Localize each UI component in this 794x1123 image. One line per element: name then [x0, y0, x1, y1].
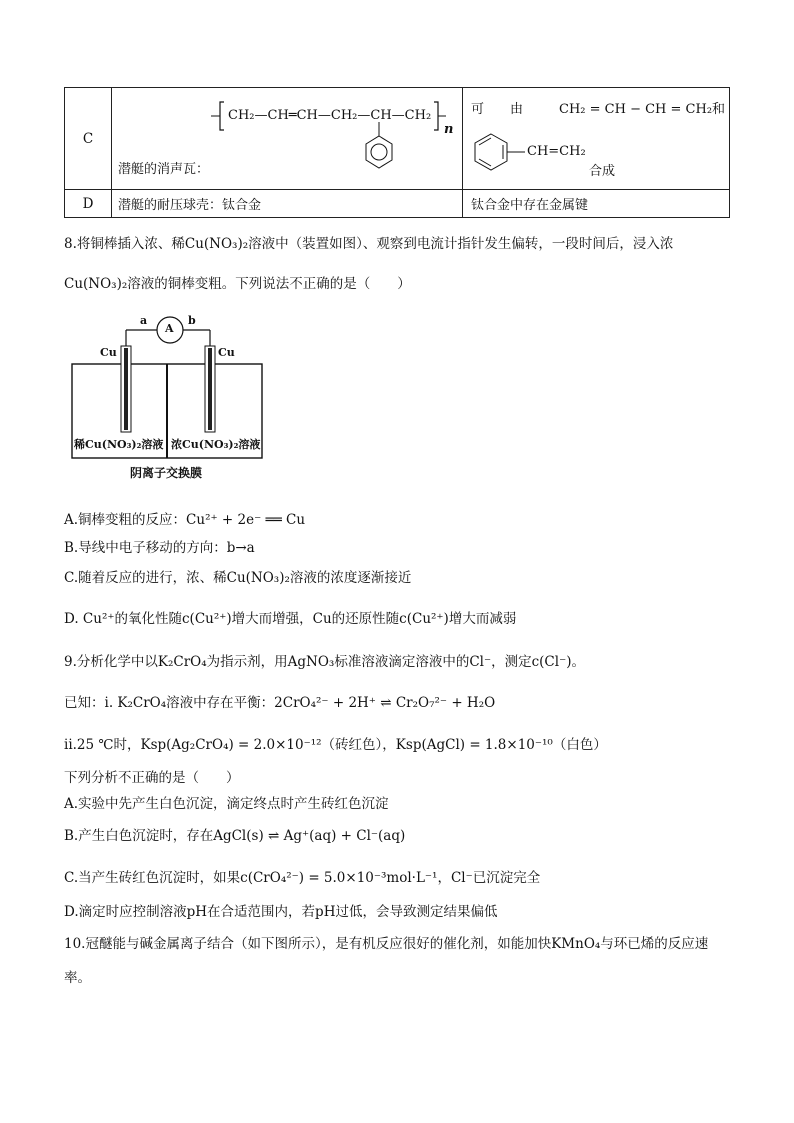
electrode-label-left: Cu	[100, 346, 117, 359]
table-row-d	[65, 190, 730, 218]
q9-option-c: C.当产生砖红色沉淀时，如果c(CrO₄²⁻) = 5.0×10⁻³mol·L⁻¹，Cl⁻已沉淀完全	[64, 870, 541, 886]
q8-stem-line2: Cu(NO₃)₂溶液的铜棒变粗。下列说法不正确的是（ ）	[64, 276, 411, 292]
q8-option-c: C.随着反应的进行，浓、稀Cu(NO₃)₂溶液的浓度逐渐接近	[64, 570, 412, 586]
cell-diagram	[70, 308, 270, 488]
q9-known-ii: ii.25 ℃时，Ksp(Ag₂CrO₄) = 2.0×10⁻¹²（砖红色），Ksp(AgCl) = 1.8×10⁻¹⁰（白色）	[64, 737, 607, 753]
q9-ask: 下列分析不正确的是（ ）	[64, 770, 240, 786]
polymer-n: n	[444, 122, 454, 137]
row-d-label-text: D	[82, 195, 94, 212]
row-d-desc: 潜艇的耐压球壳：钛合金	[118, 198, 262, 213]
row-c-note-cell	[463, 88, 730, 190]
polymer-formula: CH₂—CH═CH—CH₂—CH—CH₂	[228, 108, 432, 123]
row-d-note-cell	[463, 190, 730, 218]
electrode-label-right: Cu	[218, 346, 235, 359]
q9-stem: 9.分析化学中以K₂CrO₄为指示剂，用AgNO₃标准溶液滴定溶液中的Cl⁻，测定c(Cl⁻)。	[64, 654, 585, 670]
cell-diagram-svg	[70, 308, 270, 488]
q10-stem-line1: 10.冠醚能与碱金属离子结合（如下图所示），是有机反应很好的催化剂，如能加快KMnO₄与环已烯的反应速	[64, 936, 709, 952]
row-c-note-styrene: CH=CH₂	[527, 144, 586, 159]
row-label-d	[65, 190, 112, 218]
ammeter-label: A	[165, 322, 174, 335]
row-d-note: 钛合金中存在金属键	[471, 198, 589, 213]
q9-option-a: A.实验中先产生白色沉淀，滴定终点时产生砖红色沉淀	[64, 796, 389, 812]
q8-stem-line1: 8.将铜棒插入浓、稀Cu(NO₃)₂溶液中（装置如图）、观察到电流计指针发生偏转，一段时间后，浸入浓	[64, 236, 674, 252]
row-c-desc-cell	[112, 88, 463, 190]
row-c-note-prefix: 可 由	[471, 102, 524, 117]
q9-known-i: 已知：i. K₂CrO₄溶液中存在平衡：2CrO₄²⁻ + 2H⁺ ⇌ Cr₂O₇²⁻ + H₂O	[64, 695, 496, 711]
q9-option-b: B.产生白色沉淀时，存在AgCl(s) ⇌ Ag⁺(aq) + Cl⁻(aq)	[64, 828, 406, 844]
q8-option-b: B.导线中电子移动的方向：b→a	[64, 540, 255, 556]
row-d-desc-cell	[112, 190, 463, 218]
table-row-c	[65, 88, 730, 190]
wire-label-b: b	[188, 314, 196, 327]
row-c-label-text: C	[82, 130, 94, 147]
answer-table	[64, 87, 730, 218]
row-label-c	[65, 88, 112, 190]
row-c-note-suffix: 合成	[589, 164, 616, 179]
solution-label-left: 稀Cu(NO₃)₂溶液	[74, 438, 164, 451]
q8-option-d: D. Cu²⁺的氧化性随c(Cu²⁺)增大而增强，Cu的还原性随c(Cu²⁺)增大而减弱	[64, 611, 517, 627]
wire-label-a: a	[140, 314, 148, 327]
membrane-caption: 阴离子交换膜	[130, 466, 203, 480]
row-c-desc: 潜艇的消声瓦：	[118, 162, 210, 177]
styrene-ring	[469, 130, 529, 180]
row-c-note-formula: CH₂ = CH − CH = CH₂和	[559, 102, 726, 117]
q10-stem-line2: 率。	[64, 970, 91, 986]
q8-option-a: A.铜棒变粗的反应：Cu²⁺ + 2e⁻ ══ Cu	[64, 512, 306, 528]
q9-option-d: D.滴定时应控制溶液pH在合适范围内，若pH过低，会导致测定结果偏低	[64, 904, 498, 920]
solution-label-right: 浓Cu(NO₃)₂溶液	[171, 438, 261, 451]
